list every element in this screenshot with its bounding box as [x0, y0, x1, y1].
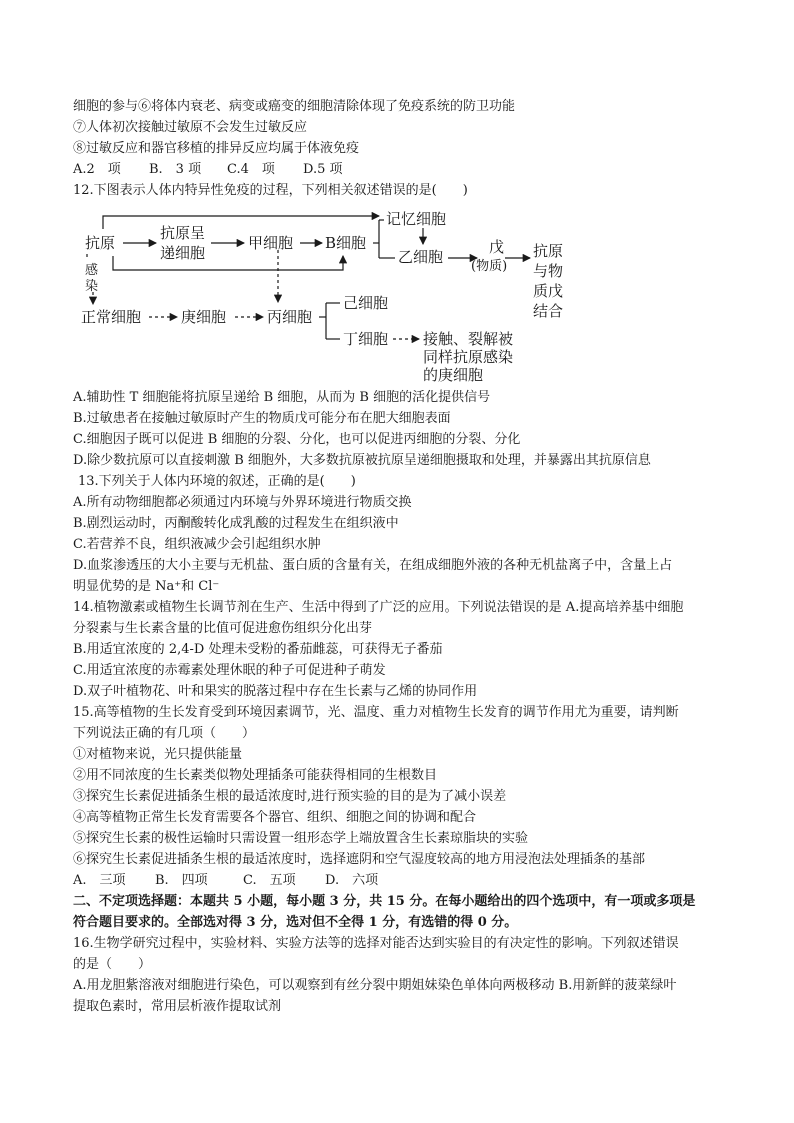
q14-option-d: D.双子叶植物花、叶和果实的脱落过程中存在生长素与乙烯的协同作用 [73, 684, 478, 699]
q13-option-b: B.剧烈运动时，丙酮酸转化成乳酸的过程发生在组织液中 [73, 516, 399, 531]
geng-cell-label: 庚细胞 [181, 308, 227, 326]
infection-label-1: 感 [85, 263, 99, 278]
q14-option-c: C.用适宜浓度的赤霉素处理休眠的种子可促进种子萌发 [73, 663, 386, 678]
b-cell-label: B细胞 [325, 234, 367, 252]
option: A.2 项 [73, 162, 121, 177]
result-label-2: 与物 [533, 262, 564, 280]
option: C.4 项 [227, 162, 275, 177]
q16-line: 的是（ ） [73, 957, 152, 972]
q15-options [73, 871, 378, 891]
bing-cell-label: 丙细胞 [267, 308, 313, 326]
question-13: 13.下列关于人体内环境的叙述，正确的是( ) [78, 474, 356, 489]
question-16: 16.生物学研究过程中，实验材料、实验方法等的选择对能否达到实验目的有决定性的影响。下列叙述错误 [73, 936, 679, 951]
q13-option-c: C.若营养不良，组织液减少会引起组织水肿 [73, 537, 321, 552]
q15-item-1: ①对植物来说，光只提供能量 [73, 747, 243, 762]
option: C. 五项 [243, 873, 296, 888]
arrow [113, 256, 343, 270]
question-14: 14.植物激素或植物生长调节剂在生产、生活中得到了广泛的应用。下列说法错误的是 A.提高培养基中细胞 [73, 600, 684, 615]
section-2-heading: 二、不定项选择题：本题共 5 小题，每小题 3 分，共 15 分。在每小题给出的四个选项中，有一项或多项是 [73, 894, 696, 909]
q14-line: 分裂素与生长素含量的比值可促进愈伤组织分化出芽 [73, 621, 373, 636]
contact-label-2: 同样抗原感染 [423, 348, 514, 366]
q12-option-c: C.细胞因子既可以促进 B 细胞的分裂、分化，也可以促进丙细胞的分裂、分化 [73, 432, 521, 447]
result-label-3: 质戊 [533, 282, 564, 300]
question-12: 12.下图表示人体内特异性免疫的过程，下列相关叙述错误的是( ) [73, 183, 468, 198]
immune-process-diagram [73, 204, 593, 386]
q13-option-a: A.所有动物细胞都必须通过内环境与外界环境进行物质交换 [73, 495, 412, 510]
option: A. 三项 [73, 873, 126, 888]
text-line: ⑦人体初次接触过敏原不会发生过敏反应 [73, 120, 308, 135]
ding-cell-label: 丁细胞 [343, 330, 389, 348]
text-line: 细胞的参与⑥将体内衰老、病变或癌变的细胞清除体现了免疫系统的防卫功能 [73, 99, 516, 114]
option: B. 3 项 [149, 162, 202, 177]
q14-option-b: B.用适宜浓度的 2,4-D 处理未受粉的番茄雌蕊，可获得无子番茄 [73, 642, 443, 657]
q15-line: 下列说法正确的有几项（ ） [73, 726, 256, 741]
q15-item-6: ⑥探究生长素促进插条生根的最适浓度时，选择遮阴和空气湿度较高的地方用浸泡法处理插条的基部 [73, 852, 646, 867]
infection-label-2: 染 [85, 279, 99, 294]
yi-cell-label: 乙细胞 [398, 248, 444, 266]
q16-option-a: A.用龙胆紫溶液对细胞进行染色，可以观察到有丝分裂中期姐妹染色单体向两极移动 B.用新鲜的菠菜绿叶 [73, 978, 677, 993]
q15-item-2: ②用不同浓度的生长素类似物处理插条可能获得相同的生根数目 [73, 768, 438, 783]
q15-item-4: ④高等植物正常生长发育需要各个器官、组织、细胞之间的协调和配合 [73, 810, 477, 825]
q13-option-d-cont: 明显优势的是 Na⁺和 Cl⁻ [73, 579, 220, 594]
q15-item-3: ③探究生长素促进插条生根的最适浓度时,进行预实验的目的是为了减小误差 [73, 789, 507, 804]
q15-item-5: ⑤探究生长素的极性运输时只需设置一组形态学上端放置含生长素琼脂块的实验 [73, 831, 529, 846]
q12-option-b: B.过敏患者在接触过敏原时产生的物质戊可能分布在肥大细胞表面 [73, 411, 451, 426]
antigen-label: 抗原 [85, 234, 116, 252]
q12-option-d: D.除少数抗原可以直接刺激 B 细胞外，大多数抗原被抗原呈递细胞摄取和处理，并暴露出其抗原信息 [73, 453, 651, 468]
memory-cell-label: 记忆细胞 [386, 210, 447, 228]
result-label-1: 抗原 [533, 242, 564, 260]
normal-cell-label: 正常细胞 [81, 308, 142, 326]
section-2-heading-cont: 符合题目要求的。全部选对得 3 分，选对但不全得 1 分，有选错的得 0 分。 [73, 915, 518, 930]
wu-substance-label: (物质) [471, 259, 508, 274]
apc-label-1: 抗原呈 [160, 224, 206, 242]
q13-option-d: D.血浆渗透压的大小主要与无机盐、蛋白质的含量有关，在组成细胞外液的各种无机盐离子中，含量上占 [73, 558, 673, 573]
text-line: ⑧过敏反应和器官移植的排异反应均属于体液免疫 [73, 141, 360, 156]
option: B. 四项 [155, 873, 208, 888]
jia-cell-label: 甲细胞 [248, 234, 294, 252]
q11-options [73, 160, 343, 180]
apc-label-2: 递细胞 [160, 244, 206, 262]
wu-label: 戊 [489, 238, 505, 256]
result-label-4: 结合 [533, 302, 564, 320]
ji-cell-label: 己细胞 [343, 294, 389, 312]
q12-option-a: A.辅助性 T 细胞能将抗原呈递给 B 细胞，从而为 B 细胞的活化提供信号 [73, 390, 491, 405]
question-15: 15.高等植物的生长发育受到环境因素调节，光、温度、重力对植物生长发育的调节作用尤为重要，请判断 [73, 705, 679, 720]
contact-label-3: 的庚细胞 [423, 366, 484, 384]
option: D.5 项 [303, 162, 343, 177]
arrow [103, 216, 379, 229]
contact-label-1: 接触、裂解被 [423, 330, 514, 348]
option: D. 六项 [325, 873, 379, 888]
q16-option-b: 提取色素时，常用层析液作提取试剂 [73, 999, 282, 1014]
